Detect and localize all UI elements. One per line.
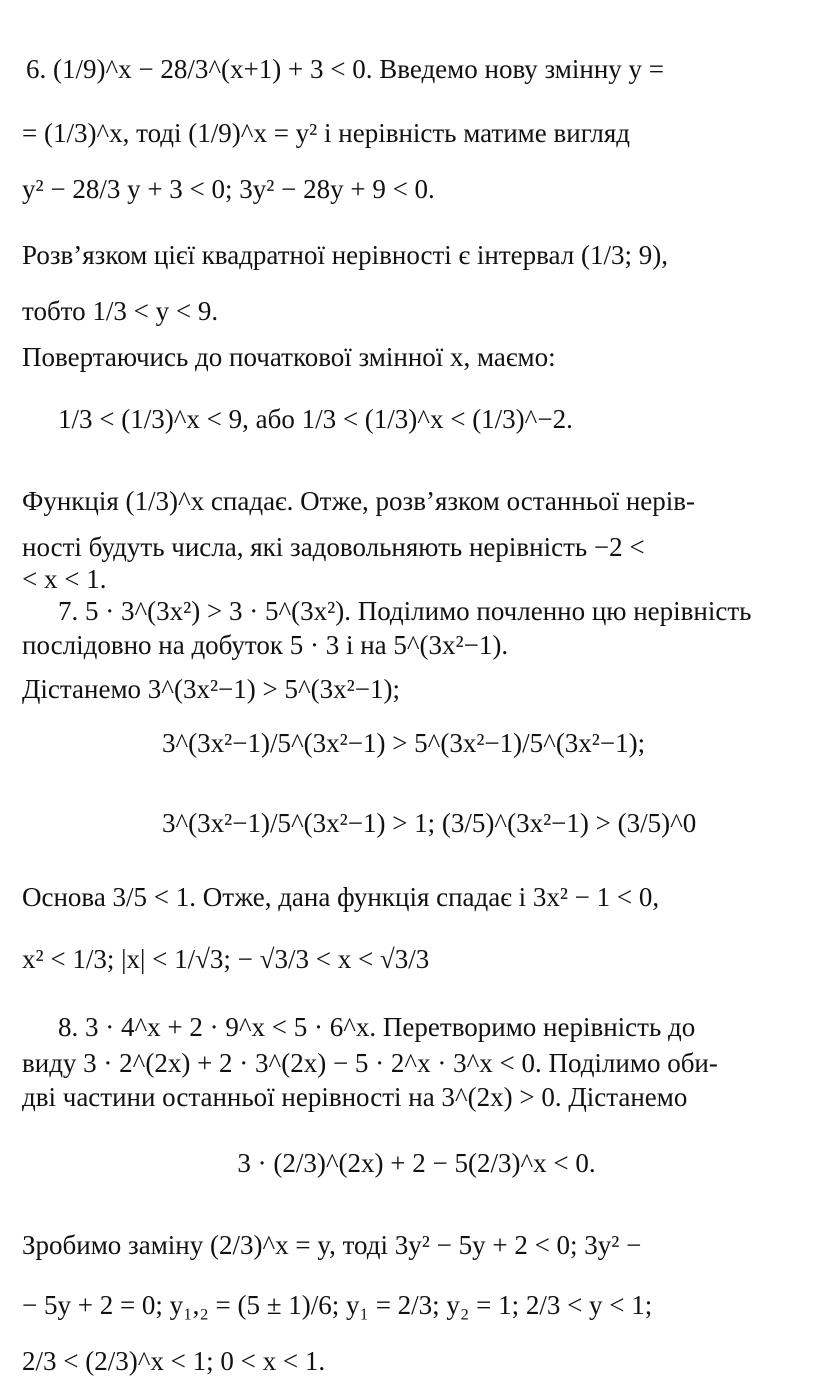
problem-6-statement: 6. (1/9)^x − 28/3^(x+1) + 3 < 0. Введемо нову змінну y = xyxy=(26,54,665,84)
problem-6-interval: Розв’язком цієї квадратної нерівності є інтервал (1/3; 9), xyxy=(22,240,668,270)
problem-6-inequality-chain: 1/3 < (1/3)^x < 9, або 1/3 < (1/3)^x < (1/3)^−2. xyxy=(58,404,573,434)
problem-7-base-comparison: Основа 3/5 < 1. Отже, дана функція спадає і 3x² − 1 < 0, xyxy=(22,882,660,912)
problem-7-answer: x² < 1/3; |x| < 1/√3; − √3/3 < x < √3/3 xyxy=(22,944,430,974)
problem-7-statement: 7. 5 · 3^(3x²) > 3 · 5^(3x²). Поділимо почленно цю нерівність xyxy=(58,596,752,626)
problem-7-division: послідовно на добуток 5 · 3 і на 5^(3x²−1). xyxy=(22,630,509,660)
problem-6-y-range: тобто 1/3 < y < 9. xyxy=(22,296,219,326)
problem-8-divide: дві частини останньої нерівності на 3^(2x) > 0. Дістанемо xyxy=(22,1082,688,1112)
problem-8-roots: − 5y + 2 = 0; y₁,₂ = (5 ± 1)/6; y₁ = 2/3; y₂ = 1; 2/3 < y < 1; xyxy=(22,1290,653,1320)
problem-6-answer: < x < 1. xyxy=(22,564,107,594)
problem-8-substitution: Зробимо заміну (2/3)^x = y, тоді 3y² − 5y + 2 < 0; 3y² − xyxy=(22,1230,642,1260)
problem-6-quadratic: y² − 28/3 y + 3 < 0; 3y² − 28y + 9 < 0. xyxy=(22,174,435,204)
problem-6-function-decreasing: Функція (1/3)^x спадає. Отже, розв’язком останньої нерів- xyxy=(22,486,696,516)
problem-6-substitution: = (1/3)^x, тоді (1/9)^x = y² і нерівність матиме вигляд xyxy=(22,118,631,148)
problem-7-base-step: 3^(3x²−1)/5^(3x²−1) > 1; (3/5)^(3x²−1) > (3/5)^0 xyxy=(162,808,697,838)
problem-6-numbers: ності будуть числа, які задовольняють нерівність −2 < xyxy=(22,532,645,562)
problem-7-fraction-step: 3^(3x²−1)/5^(3x²−1) > 5^(3x²−1)/5^(3x²−1); xyxy=(162,728,646,758)
problem-8-equation: 3 · (2/3)^(2x) + 2 − 5(2/3)^x < 0. xyxy=(237,1148,596,1178)
problem-8-answer: 2/3 < (2/3)^x < 1; 0 < x < 1. xyxy=(22,1346,326,1376)
problem-6-return-to-x: Повертаючись до початкової змінної x, маємо: xyxy=(22,342,556,372)
problem-7-obtained: Дістанемо 3^(3x²−1) > 5^(3x²−1); xyxy=(22,674,400,704)
problem-8-statement: 8. 3 · 4^x + 2 · 9^x < 5 · 6^x. Перетворимо нерівність до xyxy=(58,1012,696,1042)
problem-8-transformed: виду 3 · 2^(2x) + 2 · 3^(2x) − 5 · 2^x · 3^x < 0. Поділимо оби- xyxy=(22,1048,718,1078)
